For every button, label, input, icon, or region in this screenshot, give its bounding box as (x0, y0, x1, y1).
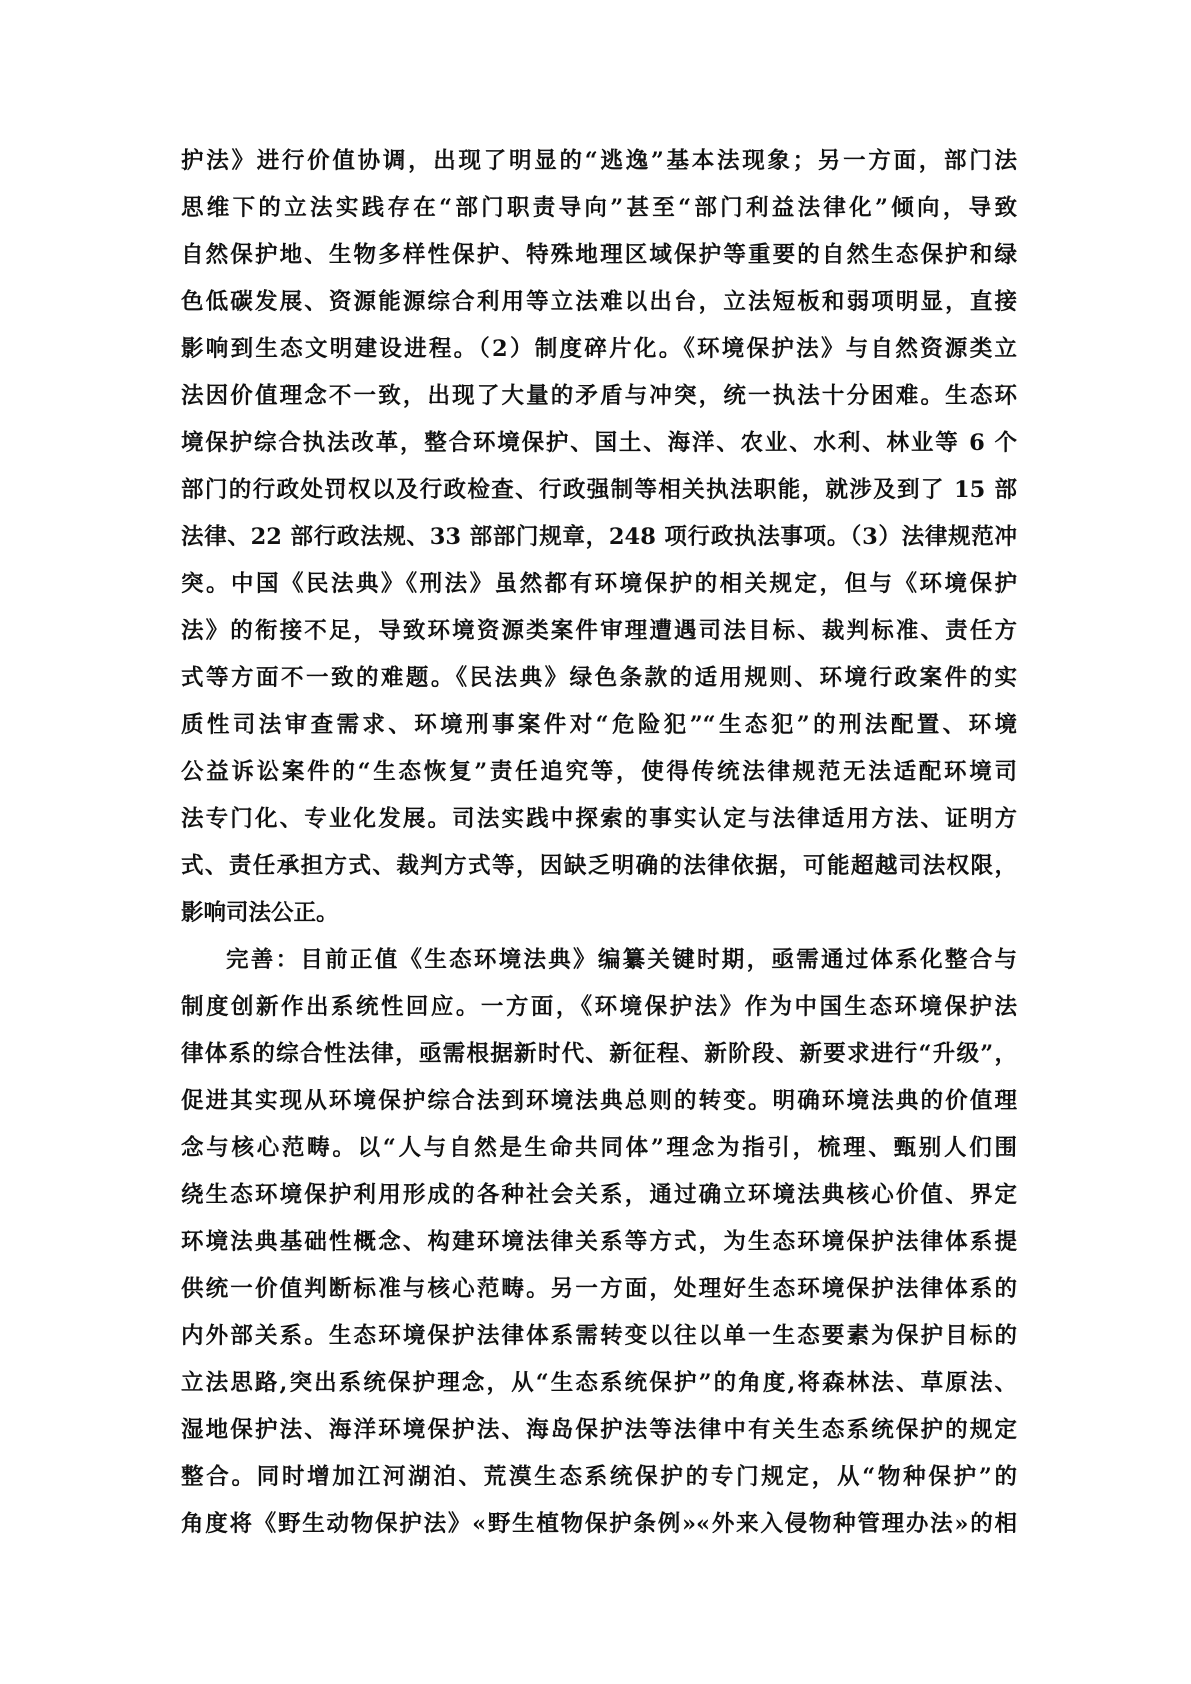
text-line: 境保护综合执法改革，整合环境保护、国土、海洋、农业、水利、林业等 6 个 (181, 430, 1017, 456)
text-line: 式等方面不一致的难题。《民法典》绿色条款的适用规则、环境行政案件的实 (181, 665, 1017, 691)
text-line: 法因价值理念不一致，出现了大量的矛盾与冲突，统一执法十分困难。生态环 (181, 383, 1017, 409)
text-line: 内外部关系。生态环境保护法律体系需转变以往以单一生态要素为保护目标的 (181, 1323, 1017, 1349)
text-line: 质性司法审查需求、环境刑事案件对“危险犯”“生态犯”的刑法配置、环境 (181, 712, 1017, 738)
text-line: 自然保护地、生物多样性保护、特殊地理区域保护等重要的自然生态保护和绿 (181, 242, 1017, 268)
body-paragraph-2 (181, 937, 1017, 1548)
text-line: 法专门化、专业化发展。司法实践中探索的事实认定与法律适用方法、证明方 (181, 806, 1017, 832)
text-line: 整合。同时增加江河湖泊、荒漠生态系统保护的专门规定，从“物种保护”的 (181, 1464, 1017, 1490)
text-line: 部门的行政处罚权以及行政检查、行政强制等相关执法职能，就涉及到了 15 部 (181, 477, 1017, 503)
text-line: 律体系的综合性法律，亟需根据新时代、新征程、新阶段、新要求进行“升级”， (181, 1041, 1017, 1067)
text-line: 色低碳发展、资源能源综合利用等立法难以出台，立法短板和弱项明显，直接 (181, 289, 1017, 315)
text-line: 促进其实现从环境保护综合法到环境法典总则的转变。明确环境法典的价值理 (181, 1088, 1017, 1114)
text-line: 湿地保护法、海洋环境保护法、海岛保护法等法律中有关生态系统保护的规定 (181, 1417, 1017, 1443)
text-line: 法律、22 部行政法规、33 部部门规章，248 项行政执法事项。（3）法律规范冲 (181, 524, 1017, 550)
text-line: 公益诉讼案件的“生态恢复”责任追究等，使得传统法律规范无法适配环境司 (181, 759, 1017, 785)
text-line: 法》的衔接不足，导致环境资源类案件审理遭遇司法目标、裁判标准、责任方 (181, 618, 1017, 644)
text-line: 突。中国《民法典》《刑法》虽然都有环境保护的相关规定，但与《环境保护 (181, 571, 1017, 597)
text-line: 立法思路,突出系统保护理念，从“生态系统保护”的角度,将森林法、草原法、 (181, 1370, 1017, 1396)
text-line: 制度创新作出系统性回应。一方面，《环境保护法》作为中国生态环境保护法 (181, 994, 1017, 1020)
body-paragraph-1 (181, 138, 1017, 937)
text-line: 念与核心范畴。以“人与自然是生命共同体”理念为指引，梳理、甄别人们围 (181, 1135, 1017, 1161)
text-line: 式、责任承担方式、裁判方式等，因缺乏明确的法律依据，可能超越司法权限， (181, 853, 1017, 879)
text-line: 影响到生态文明建设进程。（2）制度碎片化。《环境保护法》与自然资源类立 (181, 336, 1017, 362)
text-line: 角度将《野生动物保护法》«野生植物保护条例»«外来入侵物种管理办法»的相 (181, 1511, 1017, 1537)
text-line: 影响司法公正。 (181, 900, 339, 926)
text-line: 完善：目前正值《生态环境法典》编纂关键时期，亟需通过体系化整合与 (226, 947, 1017, 973)
text-line: 环境法典基础性概念、构建环境法律关系等方式，为生态环境保护法律体系提 (181, 1229, 1017, 1255)
text-line: 护法》进行价值协调，出现了明显的“逃逸”基本法现象；另一方面，部门法 (181, 148, 1017, 174)
text-line: 思维下的立法实践存在“部门职责导向”甚至“部门利益法律化”倾向，导致 (181, 195, 1017, 221)
text-line: 绕生态环境保护利用形成的各种社会关系，通过确立环境法典核心价值、界定 (181, 1182, 1017, 1208)
text-line: 供统一价值判断标准与核心范畴。另一方面，处理好生态环境保护法律体系的 (181, 1276, 1017, 1302)
